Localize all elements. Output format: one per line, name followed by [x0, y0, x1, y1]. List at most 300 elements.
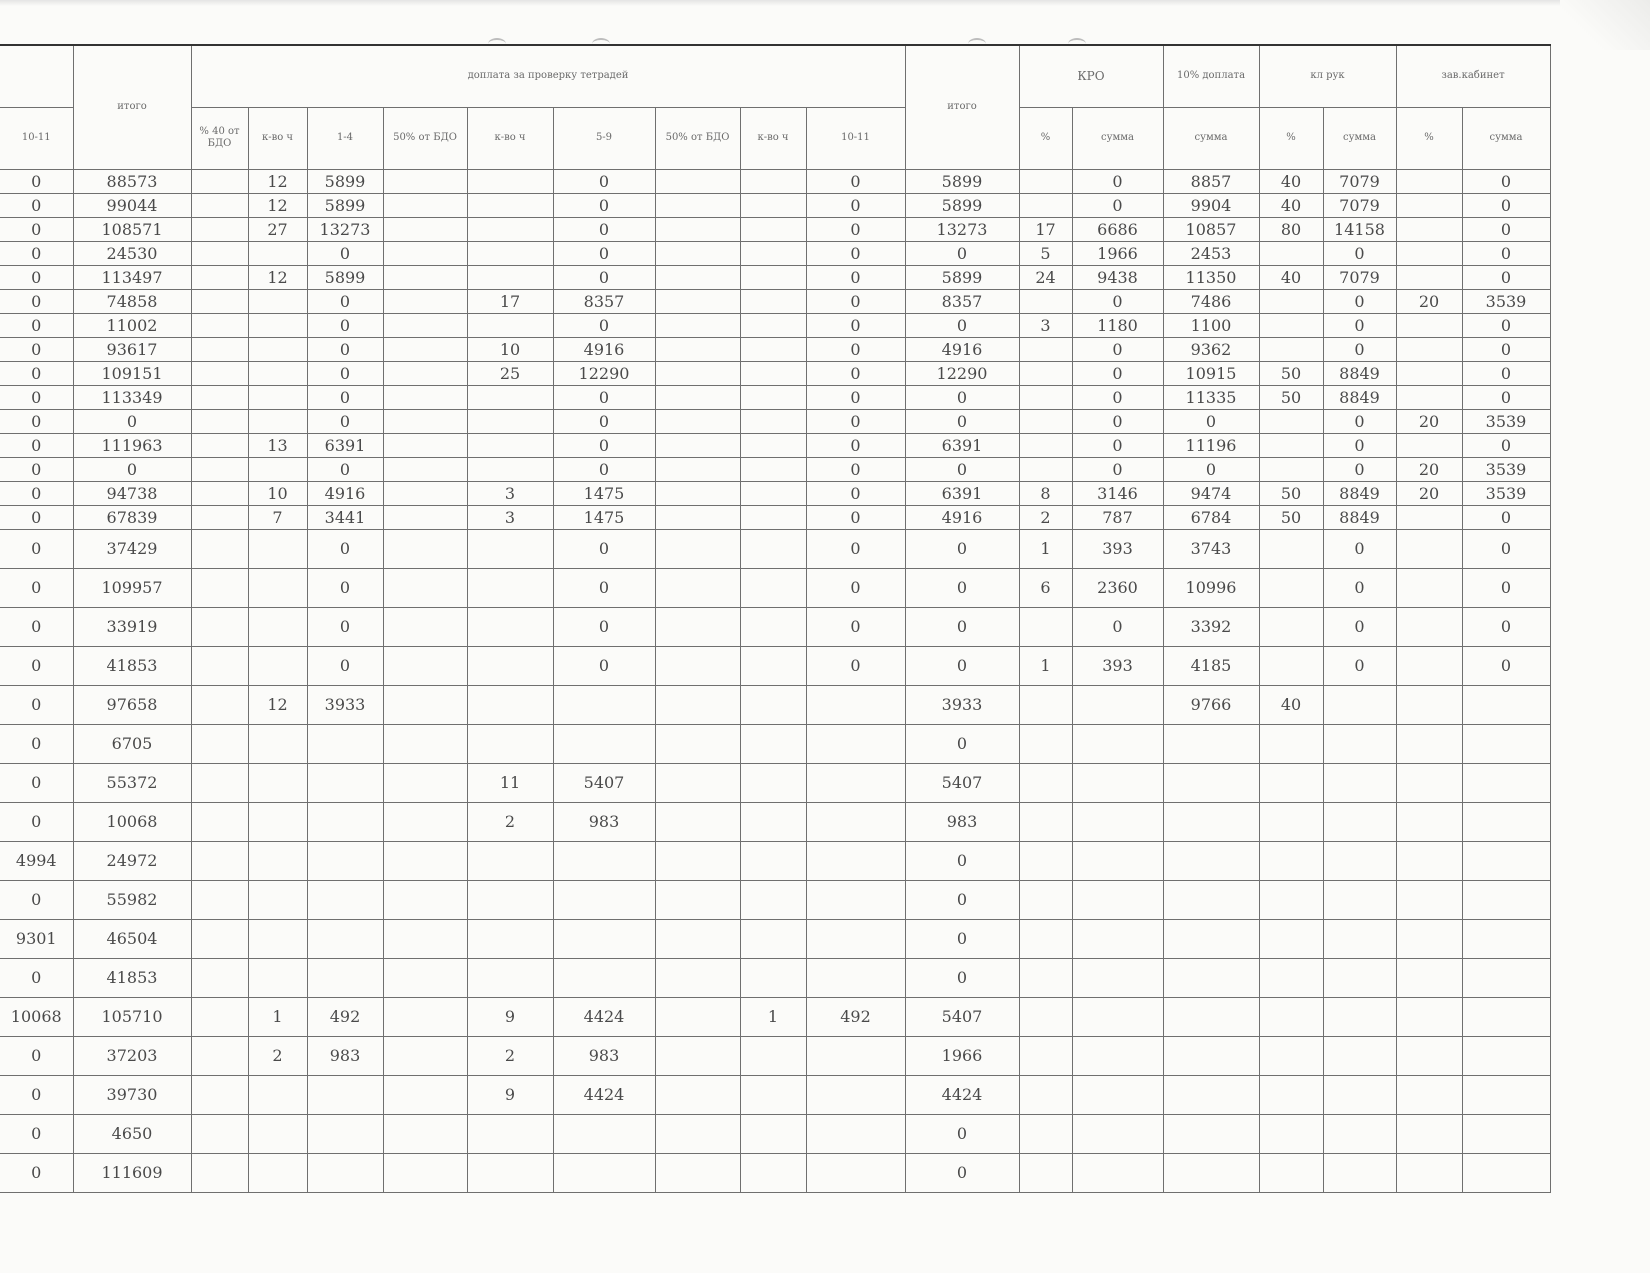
table-cell: [191, 607, 248, 646]
table-cell: 8849: [1323, 505, 1396, 529]
table-cell: [191, 1036, 248, 1075]
table-cell: [1462, 763, 1550, 802]
table-cell: 1: [1019, 529, 1072, 568]
table-cell: [383, 841, 467, 880]
table-cell: [1323, 1075, 1396, 1114]
table-cell: [1396, 529, 1462, 568]
table-cell: [191, 568, 248, 607]
table-cell: [1396, 997, 1462, 1036]
table-cell: 113349: [73, 385, 191, 409]
header-kro: КРО: [1019, 45, 1163, 107]
table-cell: [383, 529, 467, 568]
table-cell: 0: [806, 529, 905, 568]
table-cell: [553, 841, 655, 880]
table-cell: [553, 958, 655, 997]
table-cell: 0: [1462, 241, 1550, 265]
table-cell: [740, 529, 806, 568]
table-cell: 0: [905, 958, 1019, 997]
table-cell: [383, 241, 467, 265]
table-row: [0, 313, 1550, 337]
table-cell: 0: [553, 457, 655, 481]
table-cell: 8: [1019, 481, 1072, 505]
table-cell: [191, 289, 248, 313]
table-cell: 10996: [1163, 568, 1259, 607]
table-cell: [383, 505, 467, 529]
table-cell: [1396, 607, 1462, 646]
table-cell: [1259, 919, 1323, 958]
table-cell: [248, 1153, 307, 1192]
scan-corner-shade: [1560, 0, 1650, 50]
table-row: [0, 802, 1550, 841]
table-cell: 0: [1462, 529, 1550, 568]
table-row: [0, 289, 1550, 313]
table-cell: 0: [806, 241, 905, 265]
table-cell: 0: [307, 361, 383, 385]
table-cell: 0: [1323, 241, 1396, 265]
table-cell: [1019, 958, 1072, 997]
table-cell: [1396, 241, 1462, 265]
table-cell: [553, 685, 655, 724]
table-cell: [1396, 169, 1462, 193]
table-cell: 492: [806, 997, 905, 1036]
table-cell: [740, 193, 806, 217]
table-cell: 0: [553, 385, 655, 409]
table-cell: [191, 409, 248, 433]
table-cell: 80: [1259, 217, 1323, 241]
table-cell: [1396, 568, 1462, 607]
table-cell: 0: [806, 169, 905, 193]
table-row: [0, 919, 1550, 958]
table-cell: [1462, 1075, 1550, 1114]
table-cell: [467, 1114, 553, 1153]
table-cell: [1396, 763, 1462, 802]
table-cell: 0: [0, 169, 73, 193]
table-cell: 0: [0, 802, 73, 841]
table-cell: 4424: [905, 1075, 1019, 1114]
table-cell: 0: [0, 763, 73, 802]
table-cell: [191, 529, 248, 568]
table-cell: [1323, 841, 1396, 880]
table-cell: [1462, 802, 1550, 841]
table-cell: [1462, 1114, 1550, 1153]
table-cell: [655, 241, 740, 265]
table-cell: [248, 802, 307, 841]
table-cell: [1259, 1153, 1323, 1192]
table-cell: 12290: [553, 361, 655, 385]
table-cell: [806, 685, 905, 724]
table-cell: [1259, 763, 1323, 802]
table-cell: 0: [806, 409, 905, 433]
table-cell: [1163, 997, 1259, 1036]
table-cell: [383, 607, 467, 646]
table-cell: [1072, 685, 1163, 724]
table-cell: [191, 802, 248, 841]
table-cell: [467, 265, 553, 289]
table-cell: 17: [1019, 217, 1072, 241]
table-cell: [1072, 724, 1163, 763]
table-cell: [1019, 841, 1072, 880]
table-cell: 12: [248, 193, 307, 217]
table-cell: 3: [467, 481, 553, 505]
table-cell: 24: [1019, 265, 1072, 289]
table-cell: 2: [1019, 505, 1072, 529]
table-cell: 1: [740, 997, 806, 1036]
header-grade-5-9: 5-9: [553, 107, 655, 169]
table-cell: [248, 457, 307, 481]
table-cell: 3933: [905, 685, 1019, 724]
payroll-sheet: [0, 44, 1551, 1193]
table-cell: 6705: [73, 724, 191, 763]
table-cell: [467, 646, 553, 685]
table-cell: 0: [905, 1153, 1019, 1192]
table-cell: [1396, 724, 1462, 763]
table-cell: [307, 880, 383, 919]
table-cell: [1072, 1114, 1163, 1153]
table-cell: [806, 1075, 905, 1114]
table-row: [0, 880, 1550, 919]
table-cell: 9: [467, 997, 553, 1036]
table-cell: 492: [307, 997, 383, 1036]
table-cell: 0: [1323, 607, 1396, 646]
table-cell: 0: [1072, 433, 1163, 457]
table-cell: 0: [905, 646, 1019, 685]
table-cell: [740, 169, 806, 193]
table-cell: 0: [0, 646, 73, 685]
table-cell: 50: [1259, 385, 1323, 409]
table-cell: [248, 841, 307, 880]
table-cell: 97658: [73, 685, 191, 724]
table-cell: [1259, 289, 1323, 313]
table-cell: 5: [1019, 241, 1072, 265]
table-cell: [248, 919, 307, 958]
table-cell: 0: [553, 169, 655, 193]
table-cell: 0: [806, 361, 905, 385]
table-cell: 9766: [1163, 685, 1259, 724]
header-pct-50-bdo: 50% от БДО: [383, 107, 467, 169]
table-cell: 0: [1163, 457, 1259, 481]
table-row: [0, 361, 1550, 385]
table-cell: 7486: [1163, 289, 1259, 313]
table-cell: [191, 361, 248, 385]
table-cell: [191, 880, 248, 919]
table-cell: 40: [1259, 265, 1323, 289]
table-cell: [467, 385, 553, 409]
table-cell: 0: [905, 607, 1019, 646]
table-cell: 10068: [0, 997, 73, 1036]
table-cell: 40: [1259, 685, 1323, 724]
table-cell: [383, 763, 467, 802]
table-cell: 0: [0, 1153, 73, 1192]
table-cell: 0: [553, 193, 655, 217]
table-cell: [1019, 1036, 1072, 1075]
table-cell: 0: [806, 481, 905, 505]
table-cell: [191, 763, 248, 802]
table-cell: [1396, 1075, 1462, 1114]
table-cell: 0: [1072, 193, 1163, 217]
table-cell: [806, 724, 905, 763]
table-cell: [1396, 217, 1462, 241]
table-cell: [1019, 685, 1072, 724]
table-cell: [248, 1075, 307, 1114]
table-cell: [740, 724, 806, 763]
table-cell: [467, 880, 553, 919]
table-cell: 20: [1396, 481, 1462, 505]
table-row: [0, 529, 1550, 568]
table-cell: 0: [1462, 607, 1550, 646]
table-cell: [383, 802, 467, 841]
header-kl-ruk: кл рук: [1259, 45, 1396, 107]
table-cell: 7: [248, 505, 307, 529]
table-cell: 6391: [307, 433, 383, 457]
table-cell: 4650: [73, 1114, 191, 1153]
table-cell: [1072, 997, 1163, 1036]
table-cell: 12: [248, 685, 307, 724]
table-cell: 0: [1462, 385, 1550, 409]
header-kvo-ch-2: к-во ч: [467, 107, 553, 169]
table-cell: [655, 958, 740, 997]
table-cell: 0: [1323, 457, 1396, 481]
table-cell: [1259, 724, 1323, 763]
table-cell: [383, 1036, 467, 1075]
table-cell: [191, 481, 248, 505]
table-cell: [1072, 841, 1163, 880]
table-cell: 0: [806, 433, 905, 457]
table-cell: 0: [806, 265, 905, 289]
table-cell: 3743: [1163, 529, 1259, 568]
table-cell: [553, 724, 655, 763]
table-cell: [655, 313, 740, 337]
table-cell: [655, 607, 740, 646]
table-cell: [1323, 1114, 1396, 1153]
header-doplata-group: доплата за проверку тетрадей: [191, 45, 905, 107]
table-cell: 0: [307, 529, 383, 568]
table-cell: 24530: [73, 241, 191, 265]
table-cell: 8849: [1323, 481, 1396, 505]
table-cell: [383, 169, 467, 193]
table-cell: 3539: [1462, 289, 1550, 313]
table-cell: [383, 724, 467, 763]
table-cell: [655, 1075, 740, 1114]
table-cell: 0: [806, 457, 905, 481]
table-cell: [248, 337, 307, 361]
table-cell: 8849: [1323, 361, 1396, 385]
table-cell: [1163, 1075, 1259, 1114]
table-cell: [1259, 841, 1323, 880]
table-cell: [655, 880, 740, 919]
table-cell: [740, 457, 806, 481]
table-cell: 0: [1072, 169, 1163, 193]
table-cell: 3146: [1072, 481, 1163, 505]
table-cell: 3441: [307, 505, 383, 529]
table-cell: [806, 958, 905, 997]
table-cell: 108571: [73, 217, 191, 241]
table-cell: 0: [0, 958, 73, 997]
table-cell: [1259, 457, 1323, 481]
table-cell: [740, 1036, 806, 1075]
table-row: [0, 646, 1550, 685]
table-cell: 4994: [0, 841, 73, 880]
table-cell: 74858: [73, 289, 191, 313]
table-cell: 0: [307, 313, 383, 337]
table-row: [0, 1036, 1550, 1075]
table-cell: [383, 457, 467, 481]
table-cell: [1259, 409, 1323, 433]
table-cell: [191, 505, 248, 529]
table-cell: [1259, 646, 1323, 685]
table-cell: 5899: [905, 169, 1019, 193]
table-cell: [740, 919, 806, 958]
table-cell: [383, 433, 467, 457]
table-cell: 0: [553, 646, 655, 685]
table-cell: [307, 724, 383, 763]
table-cell: [248, 880, 307, 919]
table-cell: [307, 802, 383, 841]
table-cell: [467, 841, 553, 880]
table-body: [0, 169, 1550, 1192]
table-cell: [191, 958, 248, 997]
table-cell: [191, 841, 248, 880]
table-cell: [1072, 1075, 1163, 1114]
table-cell: [383, 409, 467, 433]
table-cell: [553, 1153, 655, 1192]
table-cell: [1019, 1153, 1072, 1192]
table-cell: 0: [0, 568, 73, 607]
table-cell: [1396, 646, 1462, 685]
table-cell: [1019, 193, 1072, 217]
table-cell: [655, 997, 740, 1036]
table-cell: [1323, 685, 1396, 724]
table-cell: [1072, 919, 1163, 958]
table-cell: [655, 433, 740, 457]
table-cell: [655, 1114, 740, 1153]
table-cell: [467, 169, 553, 193]
table-cell: [1259, 607, 1323, 646]
table-cell: 39730: [73, 1075, 191, 1114]
table-cell: 0: [0, 433, 73, 457]
table-cell: 0: [307, 646, 383, 685]
table-cell: 4916: [307, 481, 383, 505]
table-cell: 1966: [905, 1036, 1019, 1075]
table-cell: [740, 433, 806, 457]
table-row: [0, 169, 1550, 193]
table-cell: [248, 241, 307, 265]
table-row: [0, 1114, 1550, 1153]
table-cell: [383, 193, 467, 217]
table-cell: 9362: [1163, 337, 1259, 361]
table-cell: [1019, 169, 1072, 193]
table-cell: [740, 607, 806, 646]
table-cell: 0: [307, 409, 383, 433]
table-cell: [467, 529, 553, 568]
table-cell: [1019, 1075, 1072, 1114]
table-cell: [467, 457, 553, 481]
table-cell: 787: [1072, 505, 1163, 529]
table-cell: 4916: [553, 337, 655, 361]
table-cell: 9904: [1163, 193, 1259, 217]
table-cell: [806, 1036, 905, 1075]
table-cell: [740, 646, 806, 685]
table-cell: 983: [905, 802, 1019, 841]
table-row: [0, 433, 1550, 457]
table-cell: 0: [1462, 169, 1550, 193]
table-cell: 55982: [73, 880, 191, 919]
table-cell: 0: [1462, 646, 1550, 685]
table-cell: [307, 958, 383, 997]
table-cell: [191, 685, 248, 724]
table-cell: [248, 385, 307, 409]
table-cell: 13273: [905, 217, 1019, 241]
table-cell: 4424: [553, 997, 655, 1036]
table-row: [0, 763, 1550, 802]
table-cell: [1323, 763, 1396, 802]
table-cell: 5899: [307, 193, 383, 217]
table-cell: [383, 646, 467, 685]
table-cell: [383, 568, 467, 607]
table-cell: 0: [0, 409, 73, 433]
table-cell: 0: [1462, 505, 1550, 529]
table-cell: [1163, 1036, 1259, 1075]
table-cell: 14158: [1323, 217, 1396, 241]
table-cell: 1966: [1072, 241, 1163, 265]
table-cell: 0: [905, 385, 1019, 409]
table-cell: [383, 1114, 467, 1153]
table-cell: [1163, 1114, 1259, 1153]
table-cell: [383, 289, 467, 313]
header-zavkab-summa: сумма: [1462, 107, 1550, 169]
table-cell: 37429: [73, 529, 191, 568]
table-cell: 8357: [905, 289, 1019, 313]
table-cell: [1259, 313, 1323, 337]
table-cell: [191, 1153, 248, 1192]
table-cell: [248, 568, 307, 607]
table-cell: 1475: [553, 481, 655, 505]
table-cell: [655, 217, 740, 241]
table-cell: 4424: [553, 1075, 655, 1114]
table-cell: [248, 289, 307, 313]
table-cell: 0: [0, 289, 73, 313]
table-cell: 8857: [1163, 169, 1259, 193]
table-cell: [1163, 841, 1259, 880]
table-cell: [1462, 880, 1550, 919]
table-cell: 6686: [1072, 217, 1163, 241]
table-cell: 0: [553, 607, 655, 646]
table-cell: 113497: [73, 265, 191, 289]
table-cell: [1396, 958, 1462, 997]
table-cell: [1396, 1036, 1462, 1075]
table-cell: [383, 313, 467, 337]
table-cell: 0: [0, 457, 73, 481]
table-cell: 2360: [1072, 568, 1163, 607]
table-cell: 37203: [73, 1036, 191, 1075]
table-cell: 0: [0, 361, 73, 385]
table-cell: [1396, 841, 1462, 880]
table-row: [0, 841, 1550, 880]
header-row-1: [0, 45, 1550, 107]
table-cell: 0: [0, 529, 73, 568]
table-cell: 0: [0, 607, 73, 646]
table-cell: [248, 607, 307, 646]
table-cell: [740, 481, 806, 505]
table-cell: [1019, 880, 1072, 919]
table-cell: [655, 919, 740, 958]
table-cell: 40: [1259, 169, 1323, 193]
table-cell: 5407: [905, 997, 1019, 1036]
table-cell: [1396, 385, 1462, 409]
table-cell: [655, 361, 740, 385]
table-cell: [655, 841, 740, 880]
table-cell: 0: [1072, 607, 1163, 646]
table-cell: 0: [0, 241, 73, 265]
